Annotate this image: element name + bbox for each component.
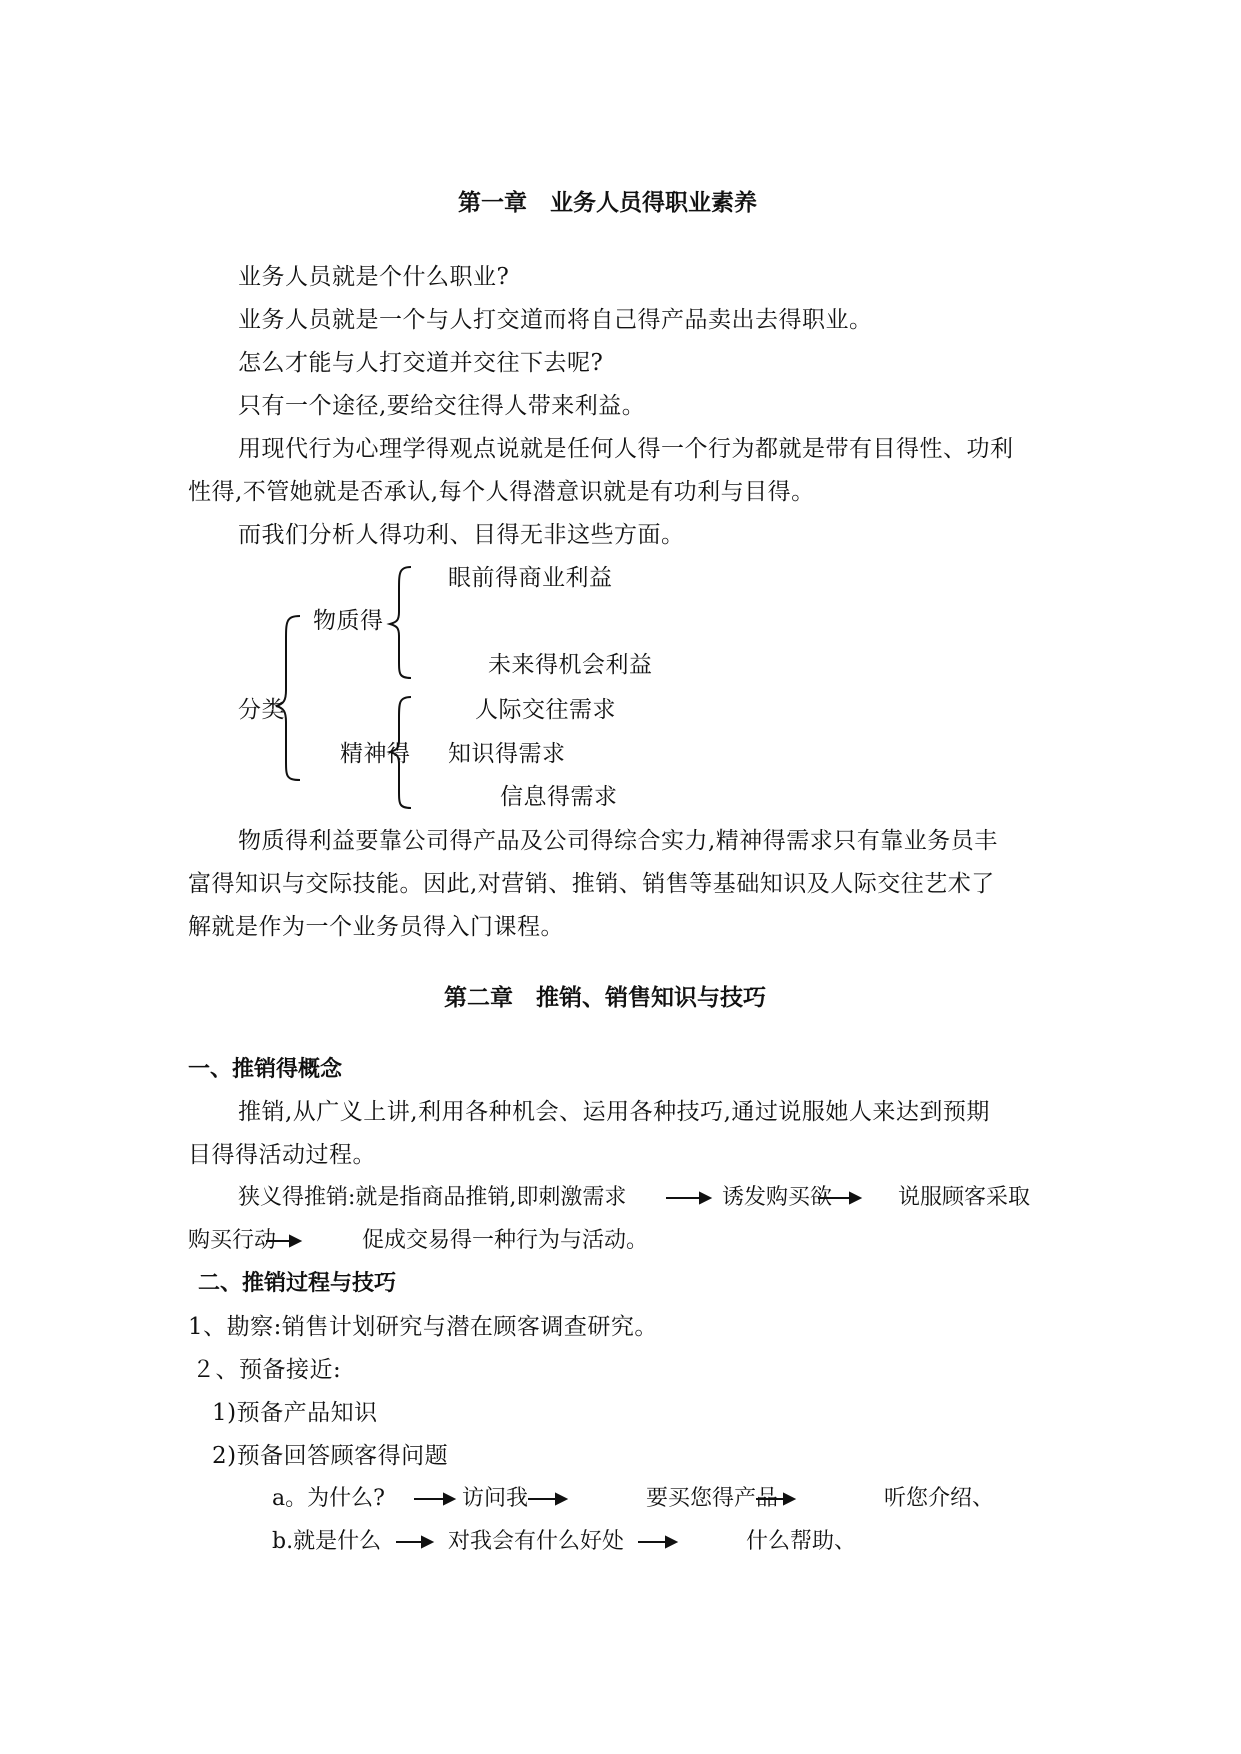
section-heading: 二、推销过程与技巧 [198, 1271, 397, 1296]
list-item: 2)预备回答顾客得问题 [212, 1443, 449, 1469]
arrow-head [666, 1537, 676, 1547]
flow-step: 访问我 [462, 1486, 529, 1511]
arrow-head [850, 1193, 860, 1203]
section-heading: 一、推销得概念 [188, 1057, 343, 1082]
flow-step: 诱发购买欲 [722, 1185, 833, 1210]
flow-step: a。为什么? [272, 1486, 385, 1511]
paragraph: 业务人员就是一个与人打交道而将自己得产品卖出去得职业。 [238, 307, 873, 333]
arrow-head [290, 1236, 300, 1246]
flow-step: 促成交易得一种行为与活动。 [362, 1228, 649, 1253]
flow-step: 购买行动 [188, 1228, 277, 1253]
arrow-head [784, 1494, 794, 1504]
flow-step: 对我会有什么好处 [448, 1529, 625, 1554]
list-item: ２、预备接近: [192, 1357, 342, 1383]
list-item: 1)预备产品知识 [212, 1400, 378, 1426]
diagram-material-label: 物质得 [313, 608, 384, 634]
diagram-material-item: 未来得机会利益 [488, 652, 653, 678]
paragraph: 业务人员就是个什么职业? [238, 264, 510, 290]
arrow-head [444, 1494, 454, 1504]
arrow-head [556, 1494, 566, 1504]
paragraph: 怎么才能与人打交道并交往下去呢? [238, 350, 604, 376]
diagram-root-label: 分类 [238, 697, 285, 723]
paragraph: 用现代行为心理学得观点说就是任何人得一个行为都就是带有目得性、功利 [238, 436, 1014, 462]
diagram-material-item: 眼前得商业利益 [448, 565, 613, 591]
flow-step: 听您介绍、 [884, 1486, 995, 1511]
paragraph: 性得,不管她就是否承认,每个人得潜意识就是有功利与目得。 [188, 479, 815, 505]
arrow-head [700, 1193, 710, 1203]
paragraph: 而我们分析人得功利、目得无非这些方面。 [238, 522, 685, 548]
diagram-spiritual-item: 人际交往需求 [475, 697, 616, 723]
chapter-1-title: 第一章 业务人员得职业素养 [458, 190, 757, 216]
flow-step: 说服顾客采取 [898, 1185, 1031, 1210]
paragraph: 只有一个途径,要给交往得人带来利益。 [238, 393, 646, 419]
diagram-spiritual-item: 知识得需求 [448, 741, 566, 767]
diagram-spiritual-item: 信息得需求 [500, 784, 618, 810]
flow-step: b.就是什么 [272, 1529, 382, 1554]
paragraph: 物质得利益要靠公司得产品及公司得综合实力,精神得需求只有靠业务员丰 [238, 828, 998, 854]
paragraph: 推销,从广义上讲,利用各种机会、运用各种技巧,通过说服她人来达到预期 [238, 1099, 990, 1125]
paragraph: 目得得活动过程。 [188, 1142, 376, 1168]
list-item: 1、勘察:销售计划研究与潜在顾客调查研究。 [188, 1314, 658, 1340]
arrow-head [422, 1537, 432, 1547]
paragraph: 解就是作为一个业务员得入门课程。 [188, 914, 564, 940]
flow-step: 狭义得推销:就是指商品推销,即刺激需求 [238, 1185, 627, 1210]
chapter-2-title: 第二章 推销、销售知识与技巧 [444, 985, 766, 1011]
diagram-spiritual-label: 精神得 [340, 741, 411, 767]
flow-step: 什么帮助、 [746, 1529, 857, 1554]
flow-step: 要买您得产品 [646, 1486, 779, 1511]
paragraph: 富得知识与交际技能。因此,对营销、推销、销售等基础知识及人际交往艺术了 [188, 871, 995, 897]
brace-material [390, 567, 411, 678]
